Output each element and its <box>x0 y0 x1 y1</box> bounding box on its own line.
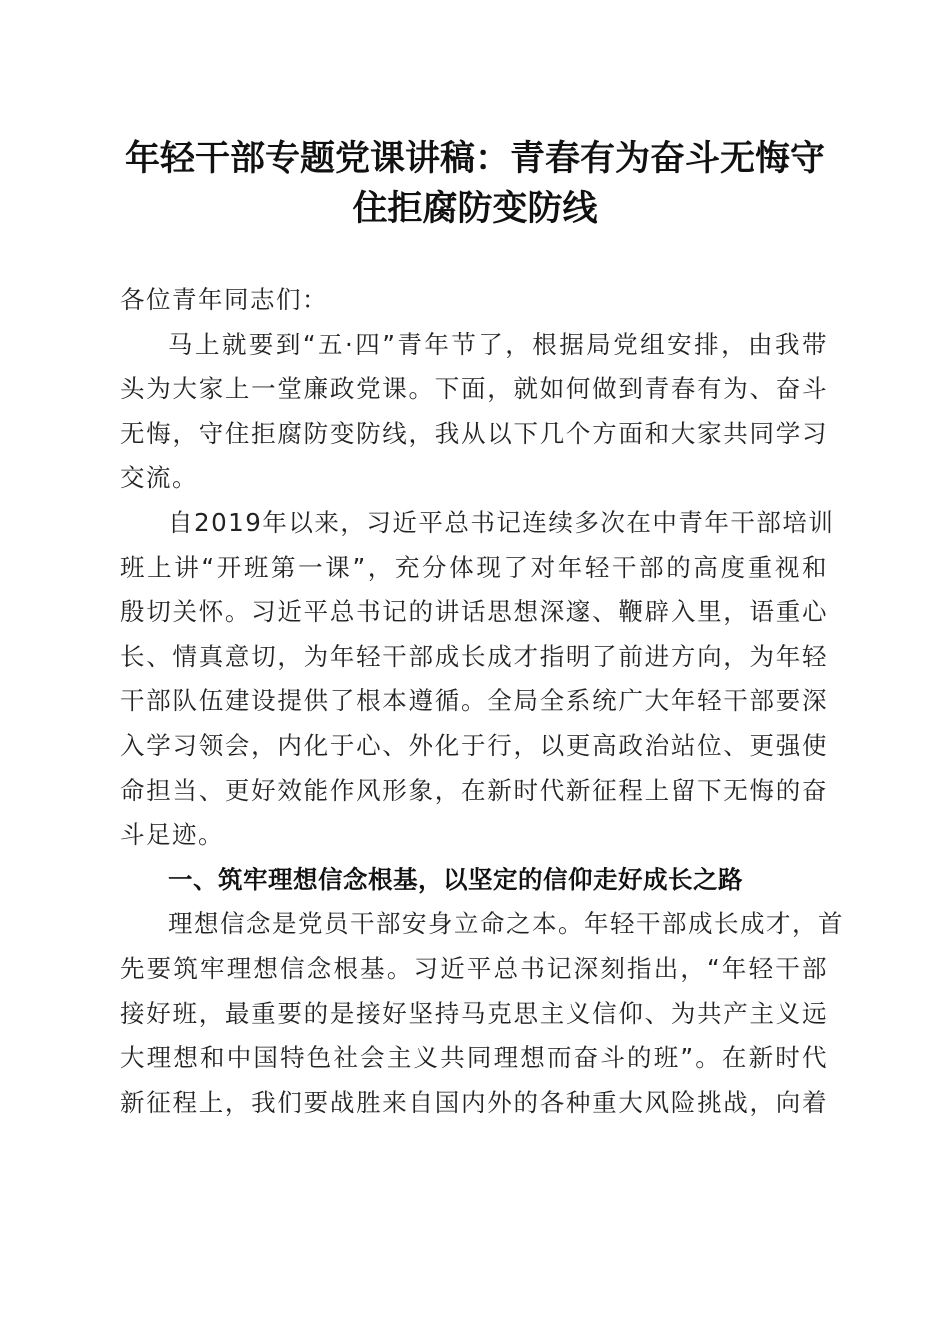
paragraph-line: 自2019年以来，习近平总书记连续多次在中青年干部培训 <box>168 507 835 537</box>
document-title <box>100 134 850 234</box>
paragraph-line: 理想信念是党员干部安身立命之本。年轻干部成长成才，首 <box>168 909 844 939</box>
title-line: 年轻干部专题党课讲稿：青春有为奋斗无悔守 <box>124 138 825 179</box>
paragraph-line: 入学习领会，内化于心、外化于行，以更高政治站位、更强使 <box>120 730 828 760</box>
paragraph-line: 新征程上，我们要战胜来自国内外的各种重大风险挑战，向着 <box>120 1087 828 1117</box>
paragraph-section-one <box>120 902 844 1125</box>
paragraph-line: 命担当、更好效能作风形象，在新时代新征程上留下无悔的奋 <box>120 775 828 805</box>
paragraph-line: 殷切关怀。习近平总书记的讲话思想深邃、鞭辟入里，语重心 <box>120 597 828 627</box>
paragraph-background <box>120 501 835 858</box>
paragraph-line: 干部队伍建设提供了根本遵循。全局全系统广大年轻干部要深 <box>120 686 828 716</box>
paragraph-line: 接好班，最重要的是接好坚持马克思主义信仰、为共产主义远 <box>120 998 828 1028</box>
paragraph-line: 头为大家上一堂廉政党课。下面，就如何做到青春有为、奋斗 <box>120 374 828 404</box>
salutation: 各位青年同志们： <box>120 285 328 314</box>
paragraph-line: 马上就要到“五·四”青年节了，根据局党组安排，由我带 <box>168 329 828 359</box>
section-heading: 一、筑牢理想信念根基，以坚定的信仰走好成长之路 <box>168 864 743 894</box>
paragraph-intro <box>120 323 828 501</box>
paragraph-line: 大理想和中国特色社会主义共同理想而奋斗的班”。在新时代 <box>120 1043 828 1073</box>
paragraph-line: 先要筑牢理想信念根基。习近平总书记深刻指出，“年轻干部 <box>120 953 828 983</box>
paragraph-line: 斗足迹。 <box>120 820 224 850</box>
paragraph-line: 班上讲“开班第一课”，充分体现了对年轻干部的高度重视和 <box>120 552 828 582</box>
paragraph-line: 长、情真意切，为年轻干部成长成才指明了前进方向，为年轻 <box>120 641 828 671</box>
paragraph-line: 交流。 <box>120 463 198 493</box>
paragraph-line: 无悔，守住拒腐防变防线，我从以下几个方面和大家共同学习 <box>120 418 828 448</box>
title-line: 住拒腐防变防线 <box>352 188 598 229</box>
document-body <box>120 278 844 1125</box>
